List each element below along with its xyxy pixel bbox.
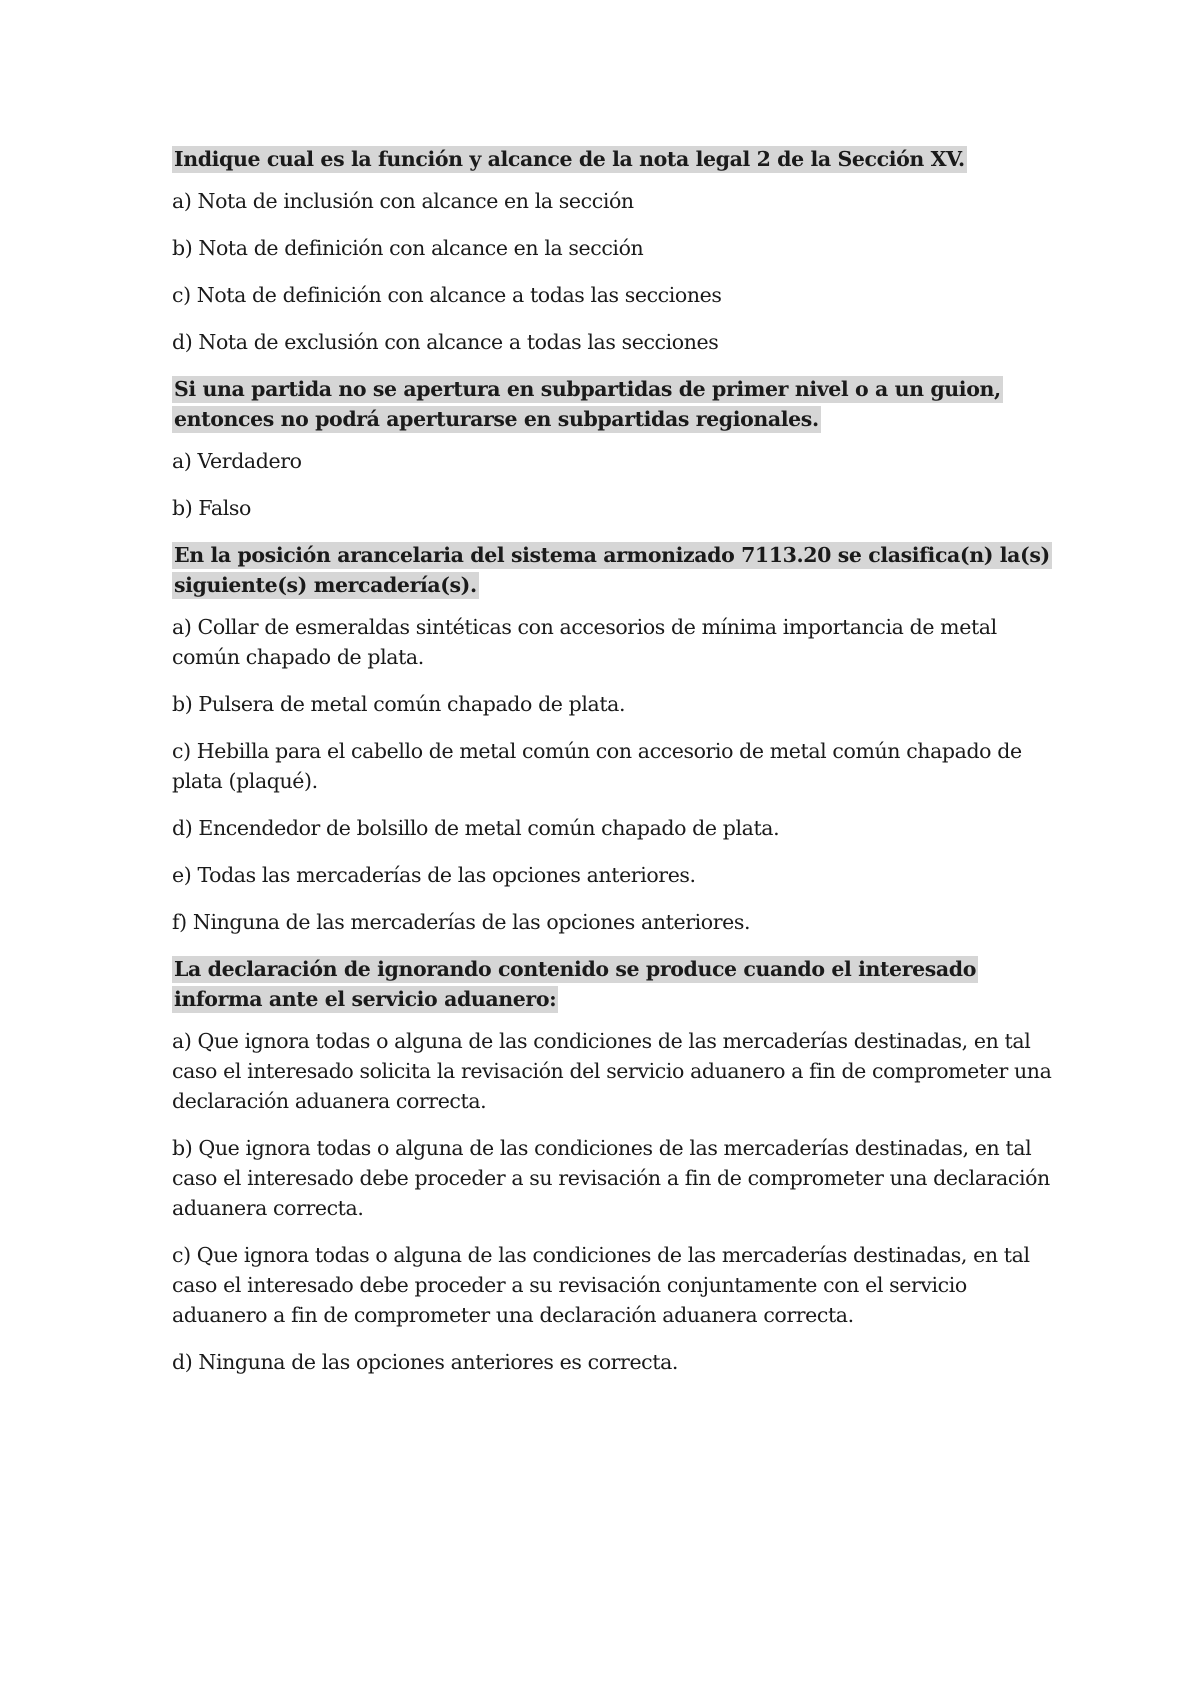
question-1-text: Indique cual es la función y alcance de la nota legal 2 de la Sección XV. bbox=[174, 147, 965, 171]
question-3-text: En la posición arancelaria del sistema armonizado 7113.20 se clasifica(n) la(s) siguiente(s) mercadería(s). bbox=[174, 543, 1050, 597]
question-3-option-f: f) Ninguna de las mercaderías de las opciones anteriores. bbox=[172, 910, 751, 934]
question-1-option-a: a) Nota de inclusión con alcance en la sección bbox=[172, 189, 634, 213]
question-1-option-b: b) Nota de definición con alcance en la sección bbox=[172, 236, 644, 260]
question-4-option-d: d) Ninguna de las opciones anteriores es correcta. bbox=[172, 1350, 679, 1374]
question-2-text: Si una partida no se apertura en subpartidas de primer nivel o a un guion, entonces no podrá aperturarse en subpartidas regionales. bbox=[174, 377, 1001, 431]
question-1-option-c: c) Nota de definición con alcance a todas las secciones bbox=[172, 283, 722, 307]
question-3 bbox=[172, 540, 1052, 600]
question-2 bbox=[172, 374, 1052, 434]
question-1 bbox=[172, 144, 1052, 174]
question-4-option-c: c) Que ignora todas o alguna de las condiciones de las mercaderías destinadas, en tal caso el interesado debe proceder a su revisación conjuntamente con el servicio aduanero a fin de comprometer una declaración aduanera correcta. bbox=[172, 1243, 1030, 1327]
question-1-option-d: d) Nota de exclusión con alcance a todas las secciones bbox=[172, 330, 719, 354]
question-2-option-b: b) Falso bbox=[172, 496, 251, 520]
question-2-option-a: a) Verdadero bbox=[172, 449, 302, 473]
question-4-option-b: b) Que ignora todas o alguna de las condiciones de las mercaderías destinadas, en tal caso el interesado debe proceder a su revisación a fin de comprometer una declaración aduanera correcta. bbox=[172, 1136, 1050, 1220]
document-body bbox=[172, 144, 1052, 1394]
question-4-option-a: a) Que ignora todas o alguna de las condiciones de las mercaderías destinadas, en tal caso el interesado solicita la revisación del servicio aduanero a fin de comprometer una declaración aduanera correcta. bbox=[172, 1029, 1052, 1113]
question-4-text: La declaración de ignorando contenido se produce cuando el interesado informa ante el servicio aduanero: bbox=[174, 957, 976, 1011]
question-3-option-e: e) Todas las mercaderías de las opciones anteriores. bbox=[172, 863, 696, 887]
question-3-option-a: a) Collar de esmeraldas sintéticas con accesorios de mínima importancia de metal común chapado de plata. bbox=[172, 615, 997, 669]
question-3-option-c: c) Hebilla para el cabello de metal común con accesorio de metal común chapado de plata (plaqué). bbox=[172, 739, 1022, 793]
question-3-option-d: d) Encendedor de bolsillo de metal común chapado de plata. bbox=[172, 816, 780, 840]
question-3-option-b: b) Pulsera de metal común chapado de plata. bbox=[172, 692, 626, 716]
question-4 bbox=[172, 954, 1052, 1014]
